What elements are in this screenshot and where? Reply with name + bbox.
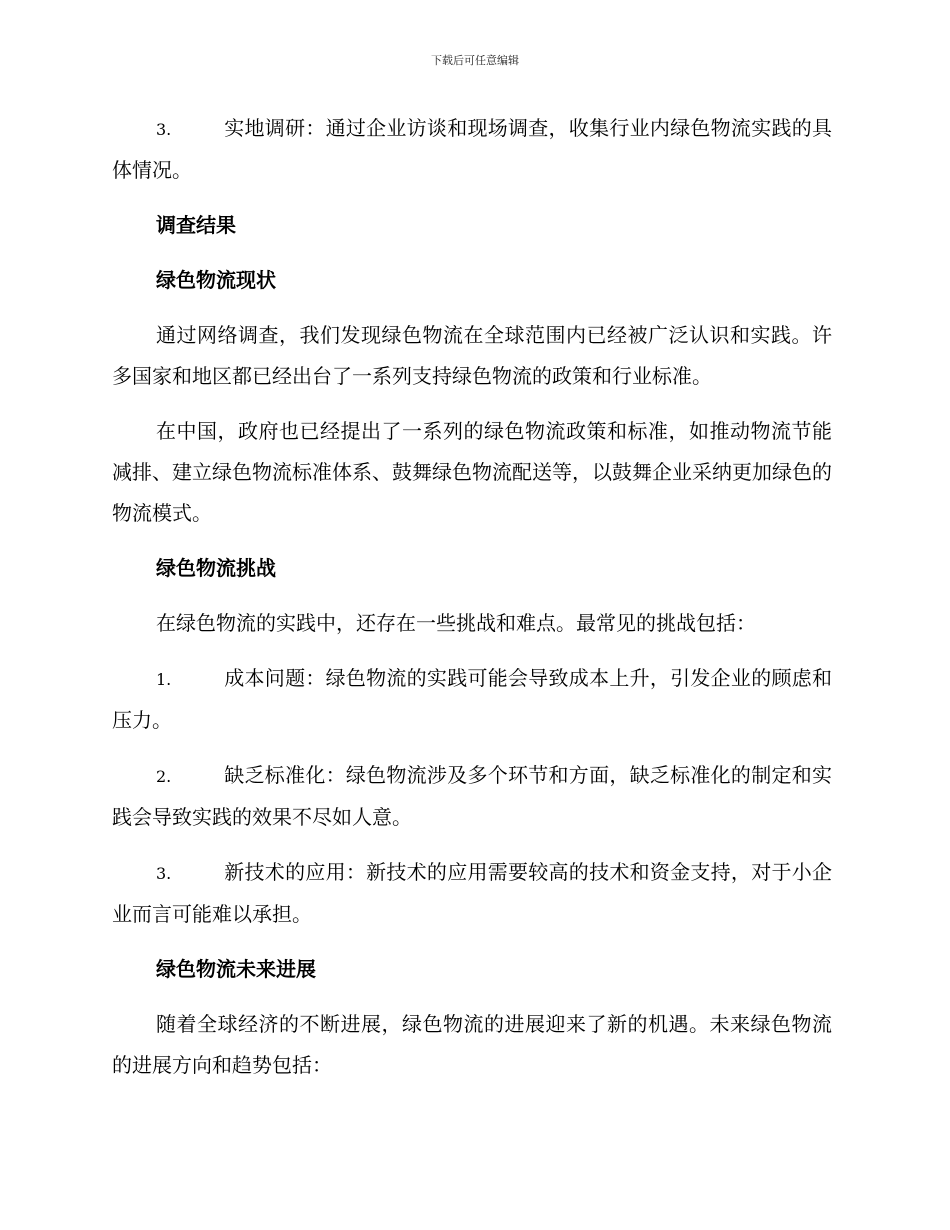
list-number: 3. bbox=[156, 120, 172, 139]
list-text: 成本问题：绿色物流的实践可能会导致成本上升，引发企业的顾虑和压力。 bbox=[112, 666, 832, 732]
list-number: 3. bbox=[156, 864, 172, 883]
subsection-heading: 绿色物流挑战 bbox=[156, 556, 276, 580]
subsection-heading: 绿色物流现状 bbox=[156, 268, 276, 292]
list-item bbox=[112, 658, 832, 741]
paragraph: 在绿色物流的实践中，还存在一些挑战和难点。最常见的挑战包括： bbox=[156, 611, 756, 635]
paragraph: 在中国，政府也已经提出了一系列的绿色物流政策和标准，如推动物流节能减排、建立绿色物流标准体系、鼓舞绿色物流配送等，以鼓舞企业采纳更加绿色的物流模式。 bbox=[112, 419, 832, 525]
page-header: 下载后可任意编辑 bbox=[431, 54, 519, 67]
list-text: 缺乏标准化：绿色物流涉及多个环节和方面，缺乏标准化的制定和实践会导致实践的效果不尽如人意。 bbox=[112, 763, 832, 829]
list-number: 2. bbox=[156, 767, 172, 786]
list-item bbox=[112, 755, 832, 838]
subsection-heading: 绿色物流未来进展 bbox=[156, 957, 316, 981]
list-text: 新技术的应用：新技术的应用需要较高的技术和资金支持，对于小企业而言可能难以承担。 bbox=[112, 860, 832, 926]
paragraph: 随着全球经济的不断进展，绿色物流的进展迎来了新的机遇。未来绿色物流的进展方向和趋势包括： bbox=[112, 1012, 832, 1077]
list-number: 1. bbox=[156, 670, 172, 689]
list-item bbox=[112, 852, 832, 935]
document-body bbox=[112, 108, 832, 1100]
paragraph: 通过网络调查，我们发现绿色物流在全球范围内已经被广泛认识和实践。许多国家和地区都已经出台了一系列支持绿色物流的政策和行业标准。 bbox=[112, 323, 832, 388]
section-heading: 调查结果 bbox=[156, 213, 236, 237]
list-text: 实地调研：通过企业访谈和现场调查，收集行业内绿色物流实践的具体情况。 bbox=[112, 116, 832, 182]
list-item bbox=[112, 108, 832, 191]
